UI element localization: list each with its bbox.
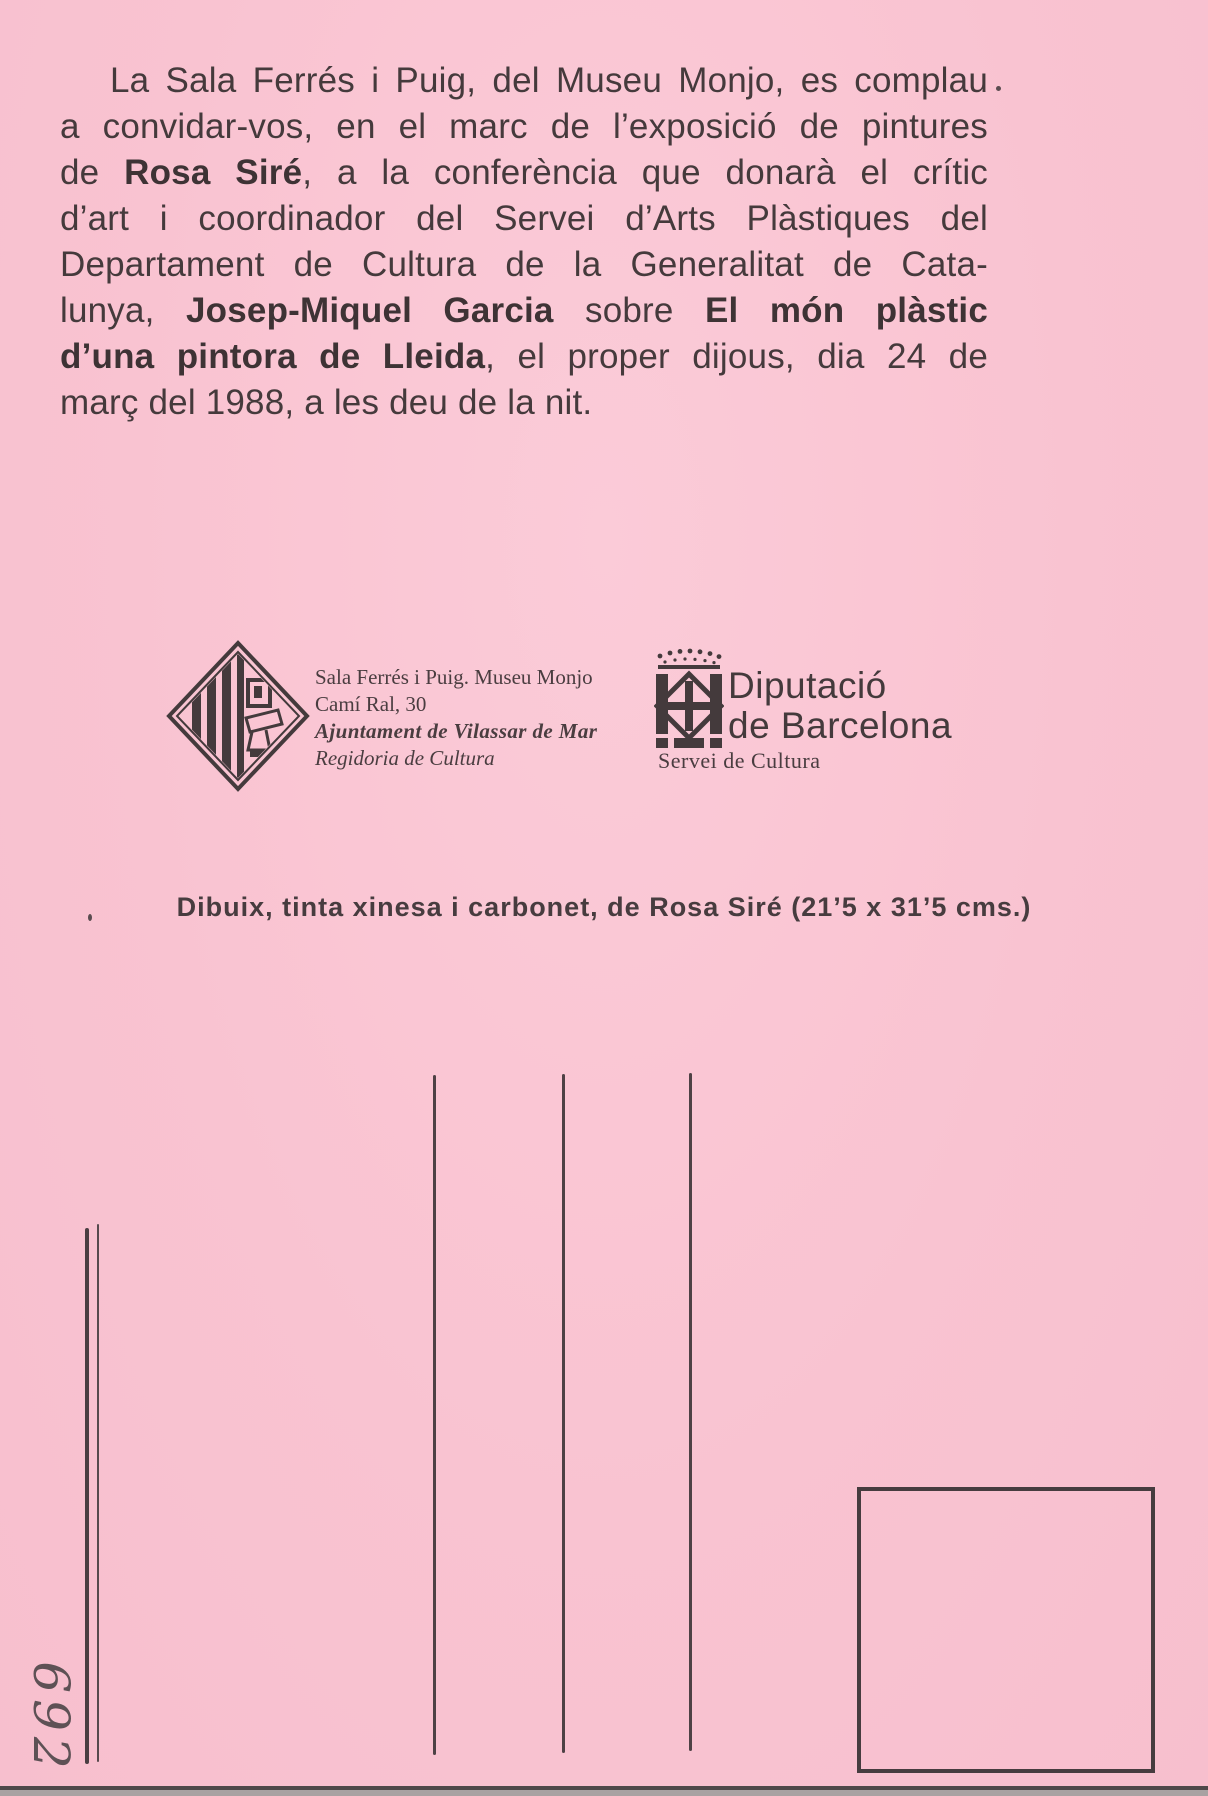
handwritten-number: 692 [22,1661,80,1775]
address-line [433,1075,436,1755]
invitation-line [60,242,988,288]
invitation-line [60,150,988,196]
invitation-bold-segment: Rosa Siré [124,153,303,192]
diputacio-name [728,666,952,746]
invitation-segment: , el proper dijous, dia 24 de [485,337,989,376]
organizer-address: Camí Ral, 30 [315,692,427,716]
invitation-segment: La Sala Ferrés i Puig, del Museu Monjo, es complau [110,61,988,100]
invitation-line [60,196,988,242]
invitation-paragraph [60,58,988,426]
invitation-segment: , a la conferència que donarà el crític [302,153,988,192]
organizer-venue: Sala Ferrés i Puig. Museu Monjo [315,665,593,689]
scan-edge-gray [0,1790,1208,1796]
invitation-line [60,58,988,104]
invitation-line [60,380,988,426]
divider-double-line-right [97,1224,99,1762]
invitation-line [60,104,988,150]
address-line [562,1074,565,1753]
ink-speck [88,914,92,921]
invitation-segment: Departament de Cultura de la Generalitat de Cata- [60,245,988,284]
address-line [689,1073,692,1751]
divider-double-line-left [85,1228,89,1764]
invitation-line [60,334,988,380]
invitation-segment: de [60,153,125,192]
invitation-segment: a convidar-vos, en el marc de l’exposició de pintures [60,107,988,146]
invitation-segment: d’art i coordinador del Servei d’Arts Plàstiques del [60,199,988,238]
ink-speck [996,86,1001,91]
invitation-bold-segment: Josep-Miquel Garcia [186,291,554,330]
invitation-bold-segment: El món plàstic [704,291,988,330]
invitation-segment: lunya, [60,291,186,330]
organizer-ajuntament: Ajuntament de Vilassar de Mar [315,719,598,743]
organizer-regidoria: Regidoria de Cultura [315,746,495,770]
invitation-line [60,288,988,334]
artwork-caption: Dibuix, tinta xinesa i carbonet, de Rosa Siré (21’5 x 31’5 cms.) [176,892,1032,922]
diputacio-name-line1: Diputació [728,665,887,706]
vilassar-coat-of-arms-icon [166,640,310,792]
stamp-box [857,1487,1155,1773]
diputacio-subtitle: Servei de Cultura [658,748,821,773]
invitation-bold-segment: d’una pintora de Lleida [60,337,486,376]
organizer-left-text [315,664,645,772]
invitation-segment: sobre [553,291,705,330]
diputacio-de-barcelona-emblem-icon [654,648,724,750]
invitation-segment: març del 1988, a les deu de la nit. [60,383,593,422]
diputacio-name-line2: de Barcelona [728,705,953,746]
